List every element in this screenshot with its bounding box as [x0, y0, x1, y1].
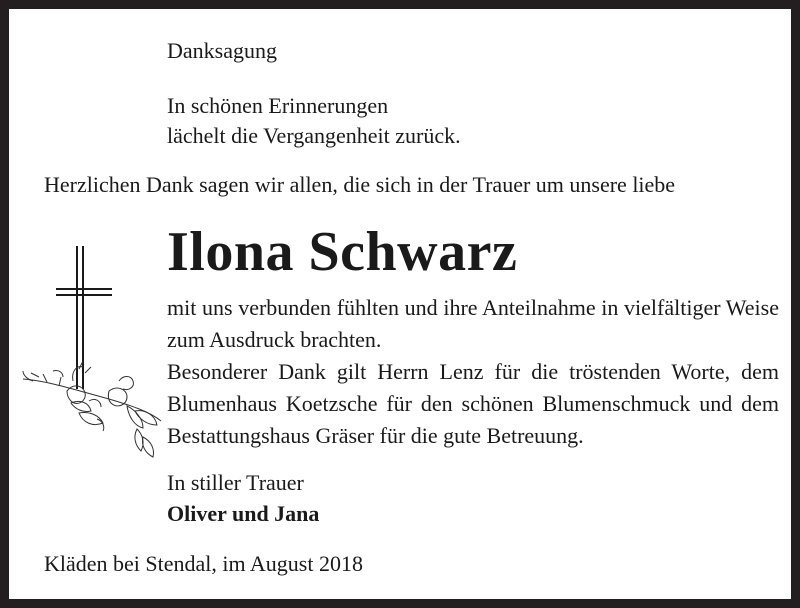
acknowledgement-body	[167, 292, 779, 452]
signature-line-1: In stiller Trauer	[167, 470, 304, 495]
quote-line-1: In schönen Erinnerungen	[167, 93, 389, 118]
body-paragraph-2: Besonderer Dank gilt Herrn Lenz für die tröstenden Worte, dem Blumenhaus Koetzsche für den schönen Blumenschmuck und dem Bestattungshaus Gräser für die gute Betreuung.	[167, 359, 779, 448]
cross-with-flowers-icon	[19, 241, 169, 471]
quote-line-2: lächelt die Vergangenheit zurück.	[167, 123, 461, 148]
place-date: Kläden bei Stendal, im August 2018	[44, 551, 363, 576]
signature-names: Oliver und Jana	[167, 501, 320, 526]
intro-text: Herzlichen Dank sagen wir allen, die sich in der Trauer um unsere liebe	[44, 172, 676, 197]
deceased-name: Ilona Schwarz	[167, 221, 518, 283]
notice-heading: Danksagung	[167, 38, 277, 63]
body-paragraph-1: mit uns verbunden fühlten und ihre Anteilnahme in vielfältiger Weise zum Ausdruck brachten.	[167, 295, 779, 352]
